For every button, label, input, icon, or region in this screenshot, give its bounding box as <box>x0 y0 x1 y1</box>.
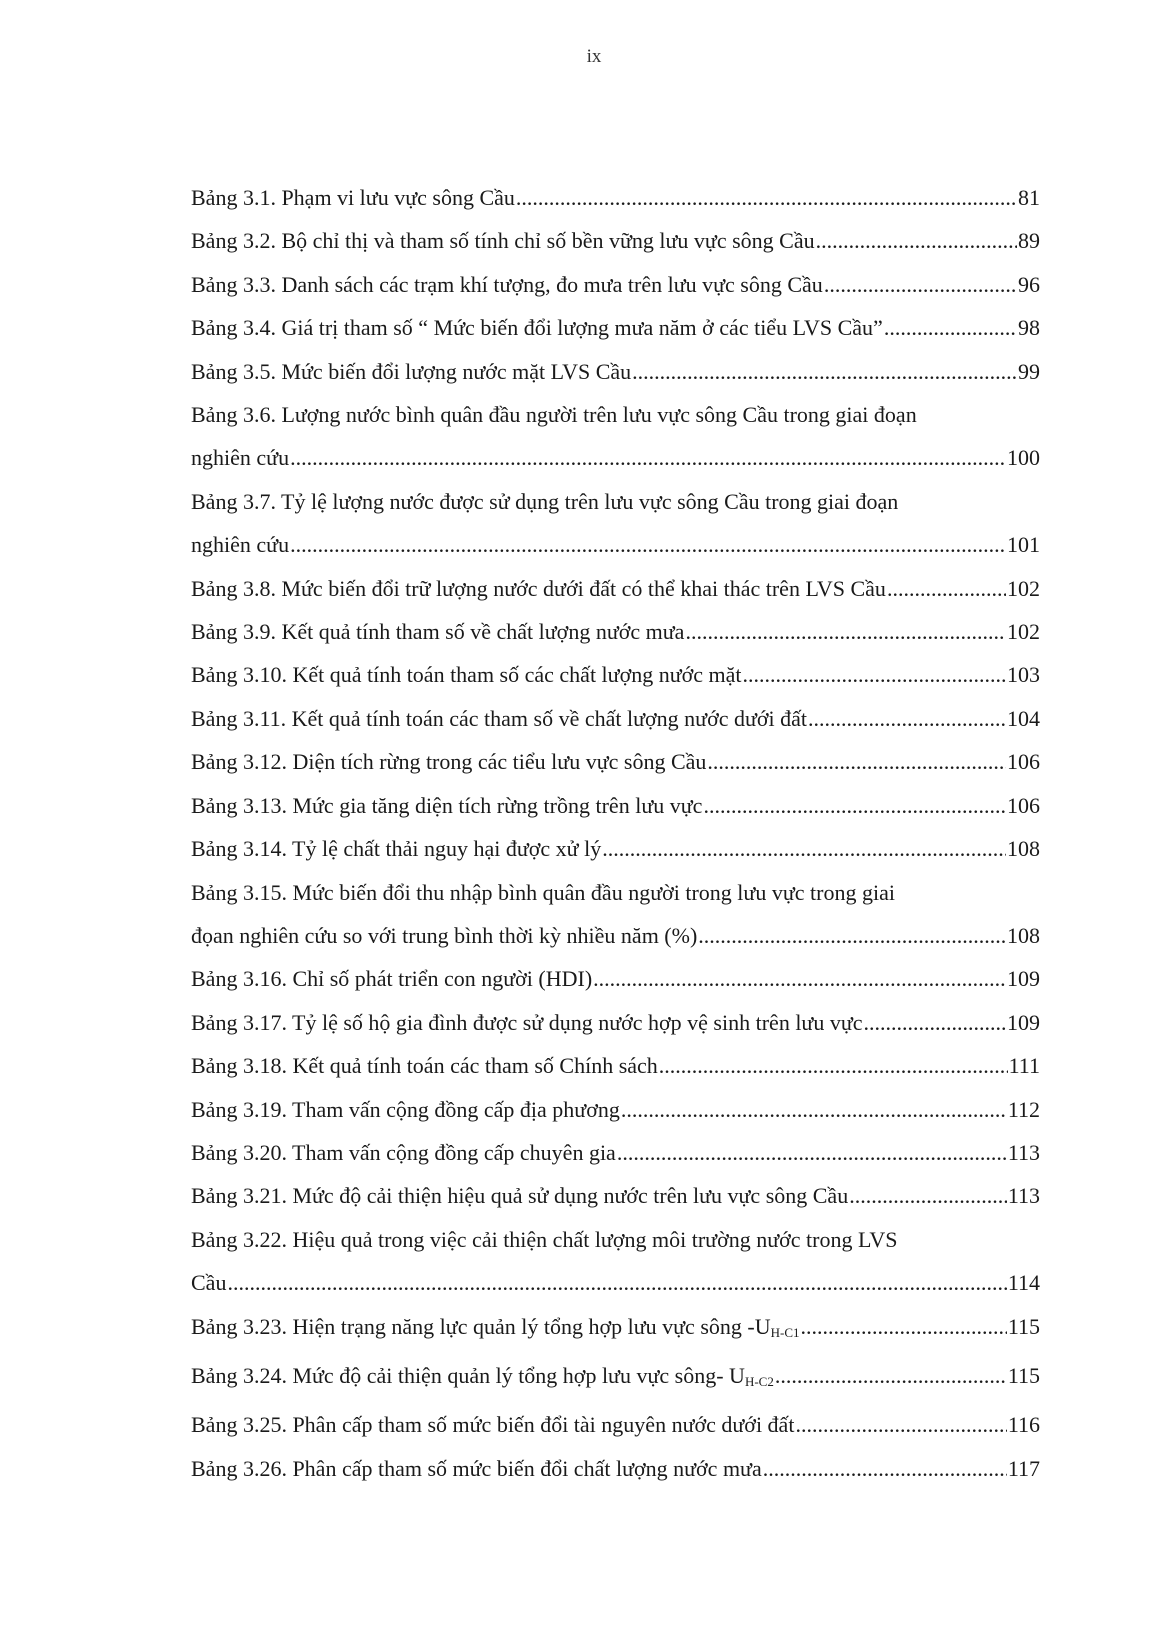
dot-leader <box>659 1044 1008 1087</box>
toc-entry-subscript: H-C1 <box>770 1324 800 1340</box>
toc-entry-title: Bảng 3.16. Chỉ số phát triển con người (HDI) <box>191 966 593 992</box>
toc-entry-3-24[interactable] <box>191 1354 1040 1403</box>
toc-entry-page: 98 <box>1018 315 1040 341</box>
toc-entry-title: Bảng 3.21. Mức độ cải thiện hiệu quả sử dụng nước trên lưu vực sông Cầu <box>191 1183 849 1209</box>
toc-entry-title: Bảng 3.19. Tham vấn cộng đồng cấp địa phương <box>191 1096 620 1122</box>
dot-leader <box>593 957 1006 1000</box>
dot-leader <box>707 740 1006 783</box>
toc-entry-title: Bảng 3.26. Phân cấp tham số mức biến đổi chất lượng nước mưa <box>191 1455 762 1481</box>
toc-entry-title-line1: Bảng 3.6. Lượng nước bình quân đầu người trên lưu vực sông Cầu trong giai đoạn <box>191 402 917 428</box>
toc-entry-title: Bảng 3.20. Tham vấn cộng đồng cấp chuyên gia <box>191 1139 616 1165</box>
toc-entry-3-4[interactable] <box>191 306 1040 349</box>
toc-entry-title: Bảng 3.5. Mức biến đổi lượng nước mặt LVS Cầu <box>191 358 632 384</box>
toc-entry-3-3[interactable] <box>191 263 1040 306</box>
toc-entry-3-8[interactable] <box>191 567 1040 610</box>
toc-entry-title: Bảng 3.9. Kết quả tính tham số về chất lượng nước mưa <box>191 619 685 645</box>
toc-entry-title: Bảng 3.13. Mức gia tăng diện tích rừng trồng trên lưu vực <box>191 792 703 818</box>
dot-leader <box>685 610 1006 653</box>
toc-entry-3-10[interactable] <box>191 653 1040 696</box>
dot-leader <box>816 219 1017 262</box>
toc-entry-page: 109 <box>1007 966 1040 992</box>
dot-leader <box>602 827 1006 870</box>
dot-leader <box>763 1447 1007 1490</box>
toc-entry-title: Bảng 3.3. Danh sách các trạm khí tượng, đo mưa trên lưu vực sông Cầu <box>191 271 823 297</box>
toc-entry-title: Bảng 3.25. Phân cấp tham số mức biến đổi tài nguyên nước dưới đất <box>191 1412 795 1438</box>
toc-entry-title: Bảng 3.12. Diện tích rừng trong các tiểu lưu vực sông Cầu <box>191 749 707 775</box>
toc-entry-page: 106 <box>1007 792 1040 818</box>
toc-entry-page: 106 <box>1007 749 1040 775</box>
dot-leader <box>824 263 1017 306</box>
toc-entry-page: 114 <box>1007 1270 1040 1296</box>
dot-leader <box>887 567 1006 610</box>
dot-leader <box>849 1174 1007 1217</box>
dot-leader <box>703 784 1006 827</box>
toc-entry-title-text: Bảng 3.23. Hiện trạng năng lực quản lý tổng hợp lưu vực sông -U <box>191 1313 771 1339</box>
dot-leader <box>617 1131 1007 1174</box>
dot-leader <box>775 1354 1007 1397</box>
toc-entry-page: 102 <box>1007 575 1040 601</box>
toc-entry-page: 104 <box>1007 705 1040 731</box>
toc-entry-title-line2: đọan nghiên cứu so với trung bình thời kỳ nhiều năm (%) <box>191 922 698 948</box>
dot-leader <box>743 653 1006 696</box>
toc-entry-page: 99 <box>1018 358 1040 384</box>
toc-entry-3-19[interactable] <box>191 1088 1040 1131</box>
toc-entry-3-23[interactable] <box>191 1305 1040 1354</box>
toc-entry-title: Bảng 3.17. Tỷ lệ số hộ gia đình được sử dụng nước hợp vệ sinh trên lưu vực <box>191 1009 863 1035</box>
toc-entry-page: 115 <box>1007 1313 1040 1339</box>
toc-entry-title: Bảng 3.14. Tỷ lệ chất thải nguy hại được xử lý <box>191 836 602 862</box>
table-of-contents <box>191 176 1040 1490</box>
toc-entry-title: Bảng 3.4. Giá trị tham số “ Mức biến đổi lượng mưa năm ở các tiểu LVS Cầu” <box>191 315 883 341</box>
dot-leader <box>290 436 1006 479</box>
toc-entry-title-line1: Bảng 3.22. Hiệu quả trong việc cải thiện chất lượng môi trường nước trong LVS <box>191 1226 898 1252</box>
toc-entry-page: 100 <box>1007 445 1040 471</box>
toc-entry-page: 96 <box>1018 271 1040 297</box>
toc-entry-3-16[interactable] <box>191 957 1040 1000</box>
toc-entry-page: 117 <box>1007 1455 1040 1481</box>
toc-entry-subscript: H-C2 <box>744 1373 774 1389</box>
toc-entry-page: 111 <box>1008 1053 1040 1079</box>
dot-leader <box>864 1001 1006 1044</box>
toc-entry-page: 113 <box>1007 1139 1040 1165</box>
dot-leader <box>227 1261 1006 1304</box>
toc-entry-title-line1: Bảng 3.7. Tỷ lệ lượng nước được sử dụng trên lưu vực sông Cầu trong giai đoạn <box>191 488 899 514</box>
dot-leader <box>516 176 1017 219</box>
dot-leader <box>621 1088 1007 1131</box>
toc-entry-page: 109 <box>1007 1009 1040 1035</box>
toc-entry-3-9[interactable] <box>191 610 1040 653</box>
toc-entry-3-17[interactable] <box>191 1001 1040 1044</box>
dot-leader <box>884 306 1017 349</box>
toc-entry-title-line1: Bảng 3.15. Mức biến đổi thu nhập bình quân đầu người trong lưu vực trong giai <box>191 879 895 905</box>
toc-entry-3-2[interactable] <box>191 219 1040 262</box>
toc-entry-3-1[interactable] <box>191 176 1040 219</box>
toc-entry-3-25[interactable] <box>191 1403 1040 1446</box>
toc-entry-3-20[interactable] <box>191 1131 1040 1174</box>
toc-entry-page: 108 <box>1007 922 1040 948</box>
dot-leader <box>698 914 1006 957</box>
toc-entry-3-7[interactable] <box>191 480 1040 567</box>
toc-entry-title: Bảng 3.2. Bộ chỉ thị và tham số tính chỉ số bền vững lưu vực sông Cầu <box>191 228 815 254</box>
toc-entry-title <box>191 1305 800 1354</box>
dot-leader <box>290 523 1006 566</box>
toc-entry-page: 103 <box>1007 662 1040 688</box>
page-number: ix <box>586 46 602 67</box>
dot-leader <box>632 350 1017 393</box>
dot-leader <box>808 697 1006 740</box>
toc-entry-3-12[interactable] <box>191 740 1040 783</box>
toc-entry-page: 115 <box>1007 1362 1040 1388</box>
toc-entry-title: Bảng 3.1. Phạm vi lưu vực sông Cầu <box>191 185 515 210</box>
toc-entry-3-26[interactable] <box>191 1447 1040 1490</box>
toc-entry-3-22[interactable] <box>191 1218 1040 1305</box>
toc-entry-3-11[interactable] <box>191 697 1040 740</box>
toc-entry-page: 81 <box>1018 185 1040 210</box>
toc-entry-3-21[interactable] <box>191 1174 1040 1217</box>
toc-entry-3-18[interactable] <box>191 1044 1040 1087</box>
toc-entry-title <box>191 1354 774 1403</box>
toc-entry-title-line2: nghiên cứu <box>191 532 290 558</box>
toc-entry-title-text: Bảng 3.24. Mức độ cải thiện quản lý tổng hợp lưu vực sông- U <box>191 1362 745 1388</box>
toc-entry-3-14[interactable] <box>191 827 1040 870</box>
toc-entry-page: 102 <box>1007 619 1040 645</box>
toc-entry-page: 108 <box>1007 836 1040 862</box>
toc-entry-title: Bảng 3.8. Mức biến đổi trữ lượng nước dưới đất có thể khai thác trên LVS Cầu <box>191 575 886 601</box>
toc-entry-3-5[interactable] <box>191 350 1040 393</box>
toc-entry-3-15[interactable] <box>191 871 1040 958</box>
toc-entry-3-6[interactable] <box>191 393 1040 480</box>
toc-entry-page: 113 <box>1007 1183 1040 1209</box>
toc-entry-page: 89 <box>1018 228 1040 254</box>
toc-entry-title: Bảng 3.18. Kết quả tính toán các tham số Chính sách <box>191 1053 658 1079</box>
toc-entry-page: 116 <box>1007 1412 1040 1438</box>
toc-entry-3-13[interactable] <box>191 784 1040 827</box>
toc-entry-title: Bảng 3.10. Kết quả tính toán tham số các chất lượng nước mặt <box>191 662 742 688</box>
toc-entry-title: Bảng 3.11. Kết quả tính toán các tham số về chất lượng nước dưới đất <box>191 705 808 731</box>
toc-entry-title-line2: nghiên cứu <box>191 445 290 471</box>
toc-entry-title-line2: Cầu <box>191 1270 227 1296</box>
dot-leader <box>795 1403 1006 1446</box>
dot-leader <box>801 1305 1007 1348</box>
toc-entry-page: 101 <box>1007 532 1040 558</box>
toc-entry-page: 112 <box>1007 1096 1040 1122</box>
